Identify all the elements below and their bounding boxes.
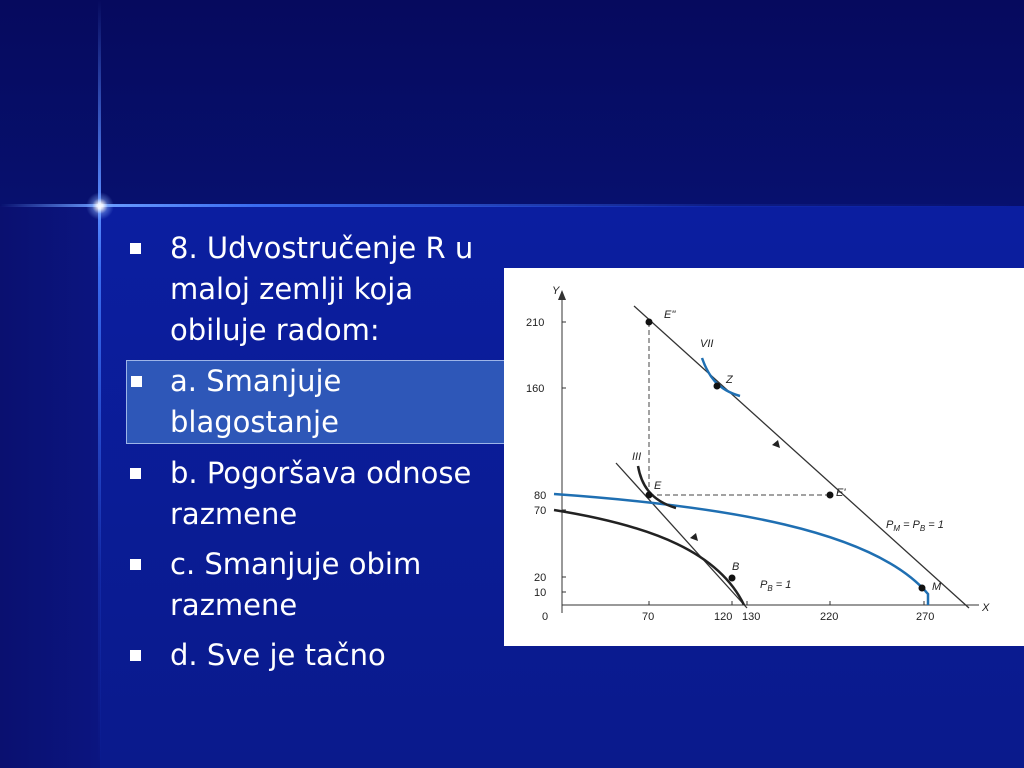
indifference-curve-vii [702, 358, 740, 396]
trade-diagram [504, 268, 1024, 646]
direction-arrow-icon [772, 440, 780, 448]
y-tick-label-20: 20 [534, 572, 547, 584]
label-z: Z [726, 374, 733, 386]
answer-option-a[interactable] [126, 360, 505, 444]
label-curve-iii: III [632, 451, 642, 463]
answer-d-text: d. Sve je tačno [170, 638, 386, 672]
bullet-question [130, 228, 510, 351]
point-e [646, 492, 653, 499]
label-m: M [932, 581, 942, 593]
point-e-prime [827, 492, 834, 499]
x-axis-label: X [982, 602, 990, 614]
y-tick-label-160: 160 [526, 383, 545, 395]
point-b [729, 575, 736, 582]
price-equation-home: $P_B = 1$ [760, 579, 792, 593]
label-curve-vii: VII [700, 338, 714, 350]
y-tick-label-80: 80 [534, 490, 547, 502]
x-tick-label-220: 220 [820, 611, 839, 623]
x-tick-label-130: 130 [742, 611, 761, 623]
origin-label: 0 [542, 611, 549, 623]
point-m [919, 585, 926, 592]
answer-option-d[interactable] [130, 635, 510, 676]
label-e: E [654, 480, 662, 492]
label-b: B [732, 561, 740, 573]
left-margin [0, 206, 100, 768]
square-bullet-icon [130, 559, 141, 570]
y-tick-label-210: 210 [526, 317, 545, 329]
answer-a-text: a. Smanjuje blagostanje [170, 364, 342, 439]
y-axis-label: Y [552, 285, 560, 297]
decorative-vertical-line [98, 0, 101, 768]
square-bullet-icon [130, 468, 141, 479]
x-tick-label-70: 70 [642, 611, 655, 623]
answer-b-text: b. Pogoršava odnose razmene [170, 456, 472, 531]
point-z [714, 383, 721, 390]
label-e-prime: E' [836, 487, 846, 499]
pre-trade-price-line [616, 463, 747, 608]
label-e-double-prime: E'' [664, 309, 676, 321]
world-price-line [634, 306, 969, 608]
old-production-frontier [554, 510, 744, 605]
x-tick-label-270: 270 [916, 611, 935, 623]
answer-option-b[interactable] [130, 453, 510, 535]
direction-arrow-icon [690, 533, 698, 541]
answer-c-text: c. Smanjuje obim razmene [170, 547, 422, 622]
new-production-frontier [554, 494, 928, 605]
bullet-list [130, 228, 510, 685]
sparkle-icon [86, 192, 114, 220]
answer-option-c[interactable] [130, 544, 510, 626]
x-tick-label-120: 120 [714, 611, 733, 623]
y-tick-label-70: 70 [534, 505, 547, 517]
square-bullet-icon [131, 376, 142, 387]
diagram-svg [504, 268, 1024, 646]
square-bullet-icon [130, 243, 141, 254]
question-text: 8. Udvostručenje R u maloj zemlji koja obiluje radom: [170, 231, 474, 347]
title-area [0, 0, 1024, 206]
square-bullet-icon [130, 650, 141, 661]
point-e-double-prime [646, 319, 653, 326]
decorative-horizontal-line [0, 204, 1024, 207]
price-equation-world: $P_M = P_B = 1$ [886, 519, 944, 533]
y-tick-label-10: 10 [534, 587, 547, 599]
